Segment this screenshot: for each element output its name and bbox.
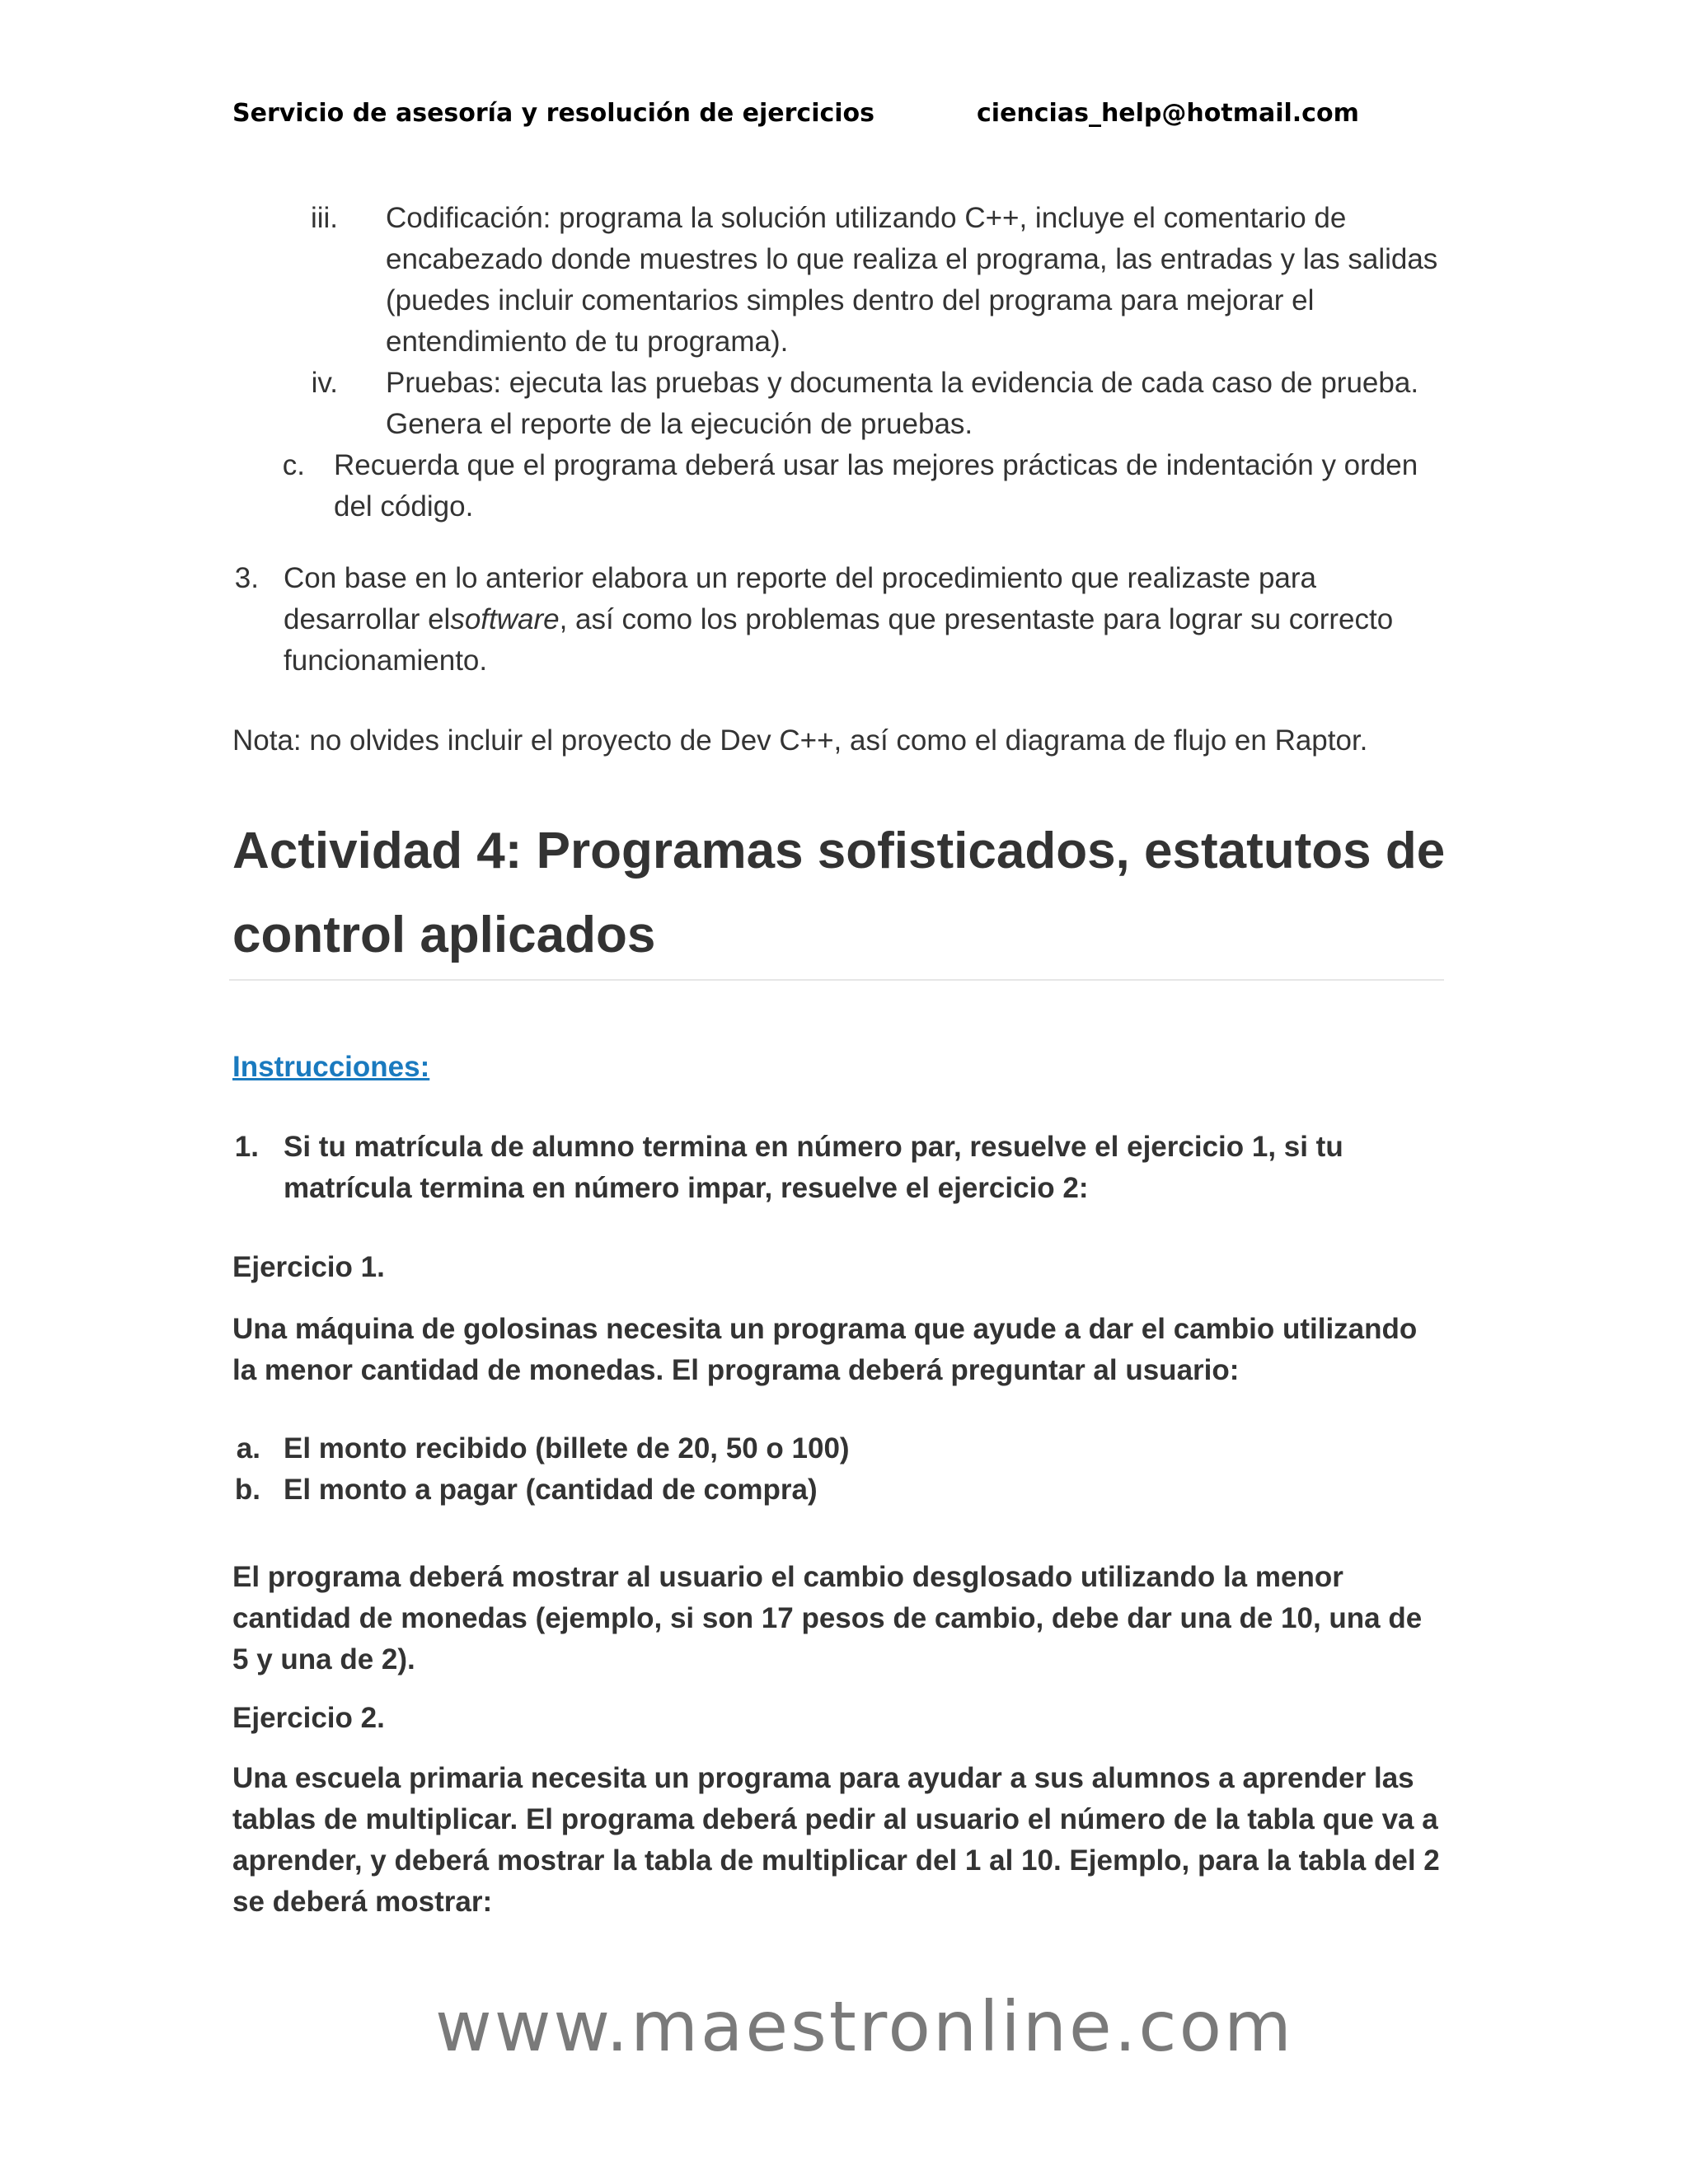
list-item-text: El monto recibido (billete de 20, 50 o 100) — [284, 1432, 850, 1465]
list-marker: a. — [236, 1432, 260, 1465]
activity-title: Actividad 4: Programas sofisticados, estatutos de control aplicados — [232, 823, 1446, 963]
item3-text-after: , así como los problemas que presentaste para lograr su correcto funcionamiento. — [284, 603, 1394, 677]
header-email: ciencias_help@hotmail.com — [977, 99, 1359, 128]
list-item-text: Pruebas: ejecuta las pruebas y documenta la evidencia de cada caso de prueba. Genera el reporte de la ejecución de pruebas. — [386, 367, 1419, 440]
item3-italic-software: software — [450, 603, 560, 635]
list-marker: b. — [234, 1474, 260, 1506]
list-marker: iii. — [310, 202, 338, 234]
item3-text-before: Con base en lo anterior elabora un reporte del procedimiento que realizaste para desarrollar el — [284, 562, 1317, 635]
list-item-text: El monto a pagar (cantidad de compra) — [284, 1474, 818, 1506]
footer-website: www.maestronline.com — [435, 1986, 1294, 2067]
instruction-text: Si tu matrícula de alumno termina en número par, resuelve el ejercicio 1, si tu matrícula termina en número impar, resuelve el ejercicio 2: — [284, 1131, 1343, 1204]
list-item-text — [284, 558, 1437, 682]
list-marker: 1. — [234, 1131, 259, 1163]
ejercicio-1-outro: El programa deberá mostrar al usuario el cambio desglosado utilizando la menor cantidad de monedas (ejemplo, si son 17 pesos de cambio, debe dar una de 10, una de 5 y una de 2). — [232, 1561, 1423, 1675]
list-marker: c. — [282, 449, 305, 481]
list-item-text: Codificación: programa la solución utilizando C++, incluye el comentario de encabezado donde muestres lo que realiza el programa, las entradas y las salidas (puedes incluir comentarios simples dentro del programa para mejorar el entendimiento de tu programa). — [386, 202, 1438, 358]
nota-paragraph: Nota: no olvides incluir el proyecto de Dev C++, así como el diagrama de flujo en Raptor. — [232, 724, 1368, 757]
instructions-link-wrapper — [232, 1047, 429, 1094]
list-marker: 3. — [234, 562, 259, 594]
ejercicio-2-text: Una escuela primaria necesita un programa para ayudar a sus alumnos a aprender las tablas de multiplicar. El programa deberá pedir al usuario el número de la tabla que va a aprender, y deberá mostrar la tabla de multiplicar del 1 al 10. Ejemplo, para la tabla del 2 se deberá mostrar: — [232, 1762, 1440, 1918]
list-marker: iv. — [311, 367, 338, 399]
ejercicio-2-title: Ejercicio 2. — [232, 1702, 385, 1734]
heading-divider — [229, 979, 1444, 981]
list-item-text: Recuerda que el programa deberá usar las mejores prácticas de indentación y orden del código. — [334, 449, 1418, 523]
header-service-title: Servicio de asesoría y resolución de ejercicios — [232, 99, 875, 128]
ejercicio-1-title: Ejercicio 1. — [232, 1251, 385, 1283]
instructions-link[interactable]: Instrucciones: — [232, 1051, 430, 1083]
ejercicio-1-intro: Una máquina de golosinas necesita un programa que ayude a dar el cambio utilizando la menor cantidad de monedas. El programa deberá preguntar al usuario: — [232, 1313, 1418, 1386]
